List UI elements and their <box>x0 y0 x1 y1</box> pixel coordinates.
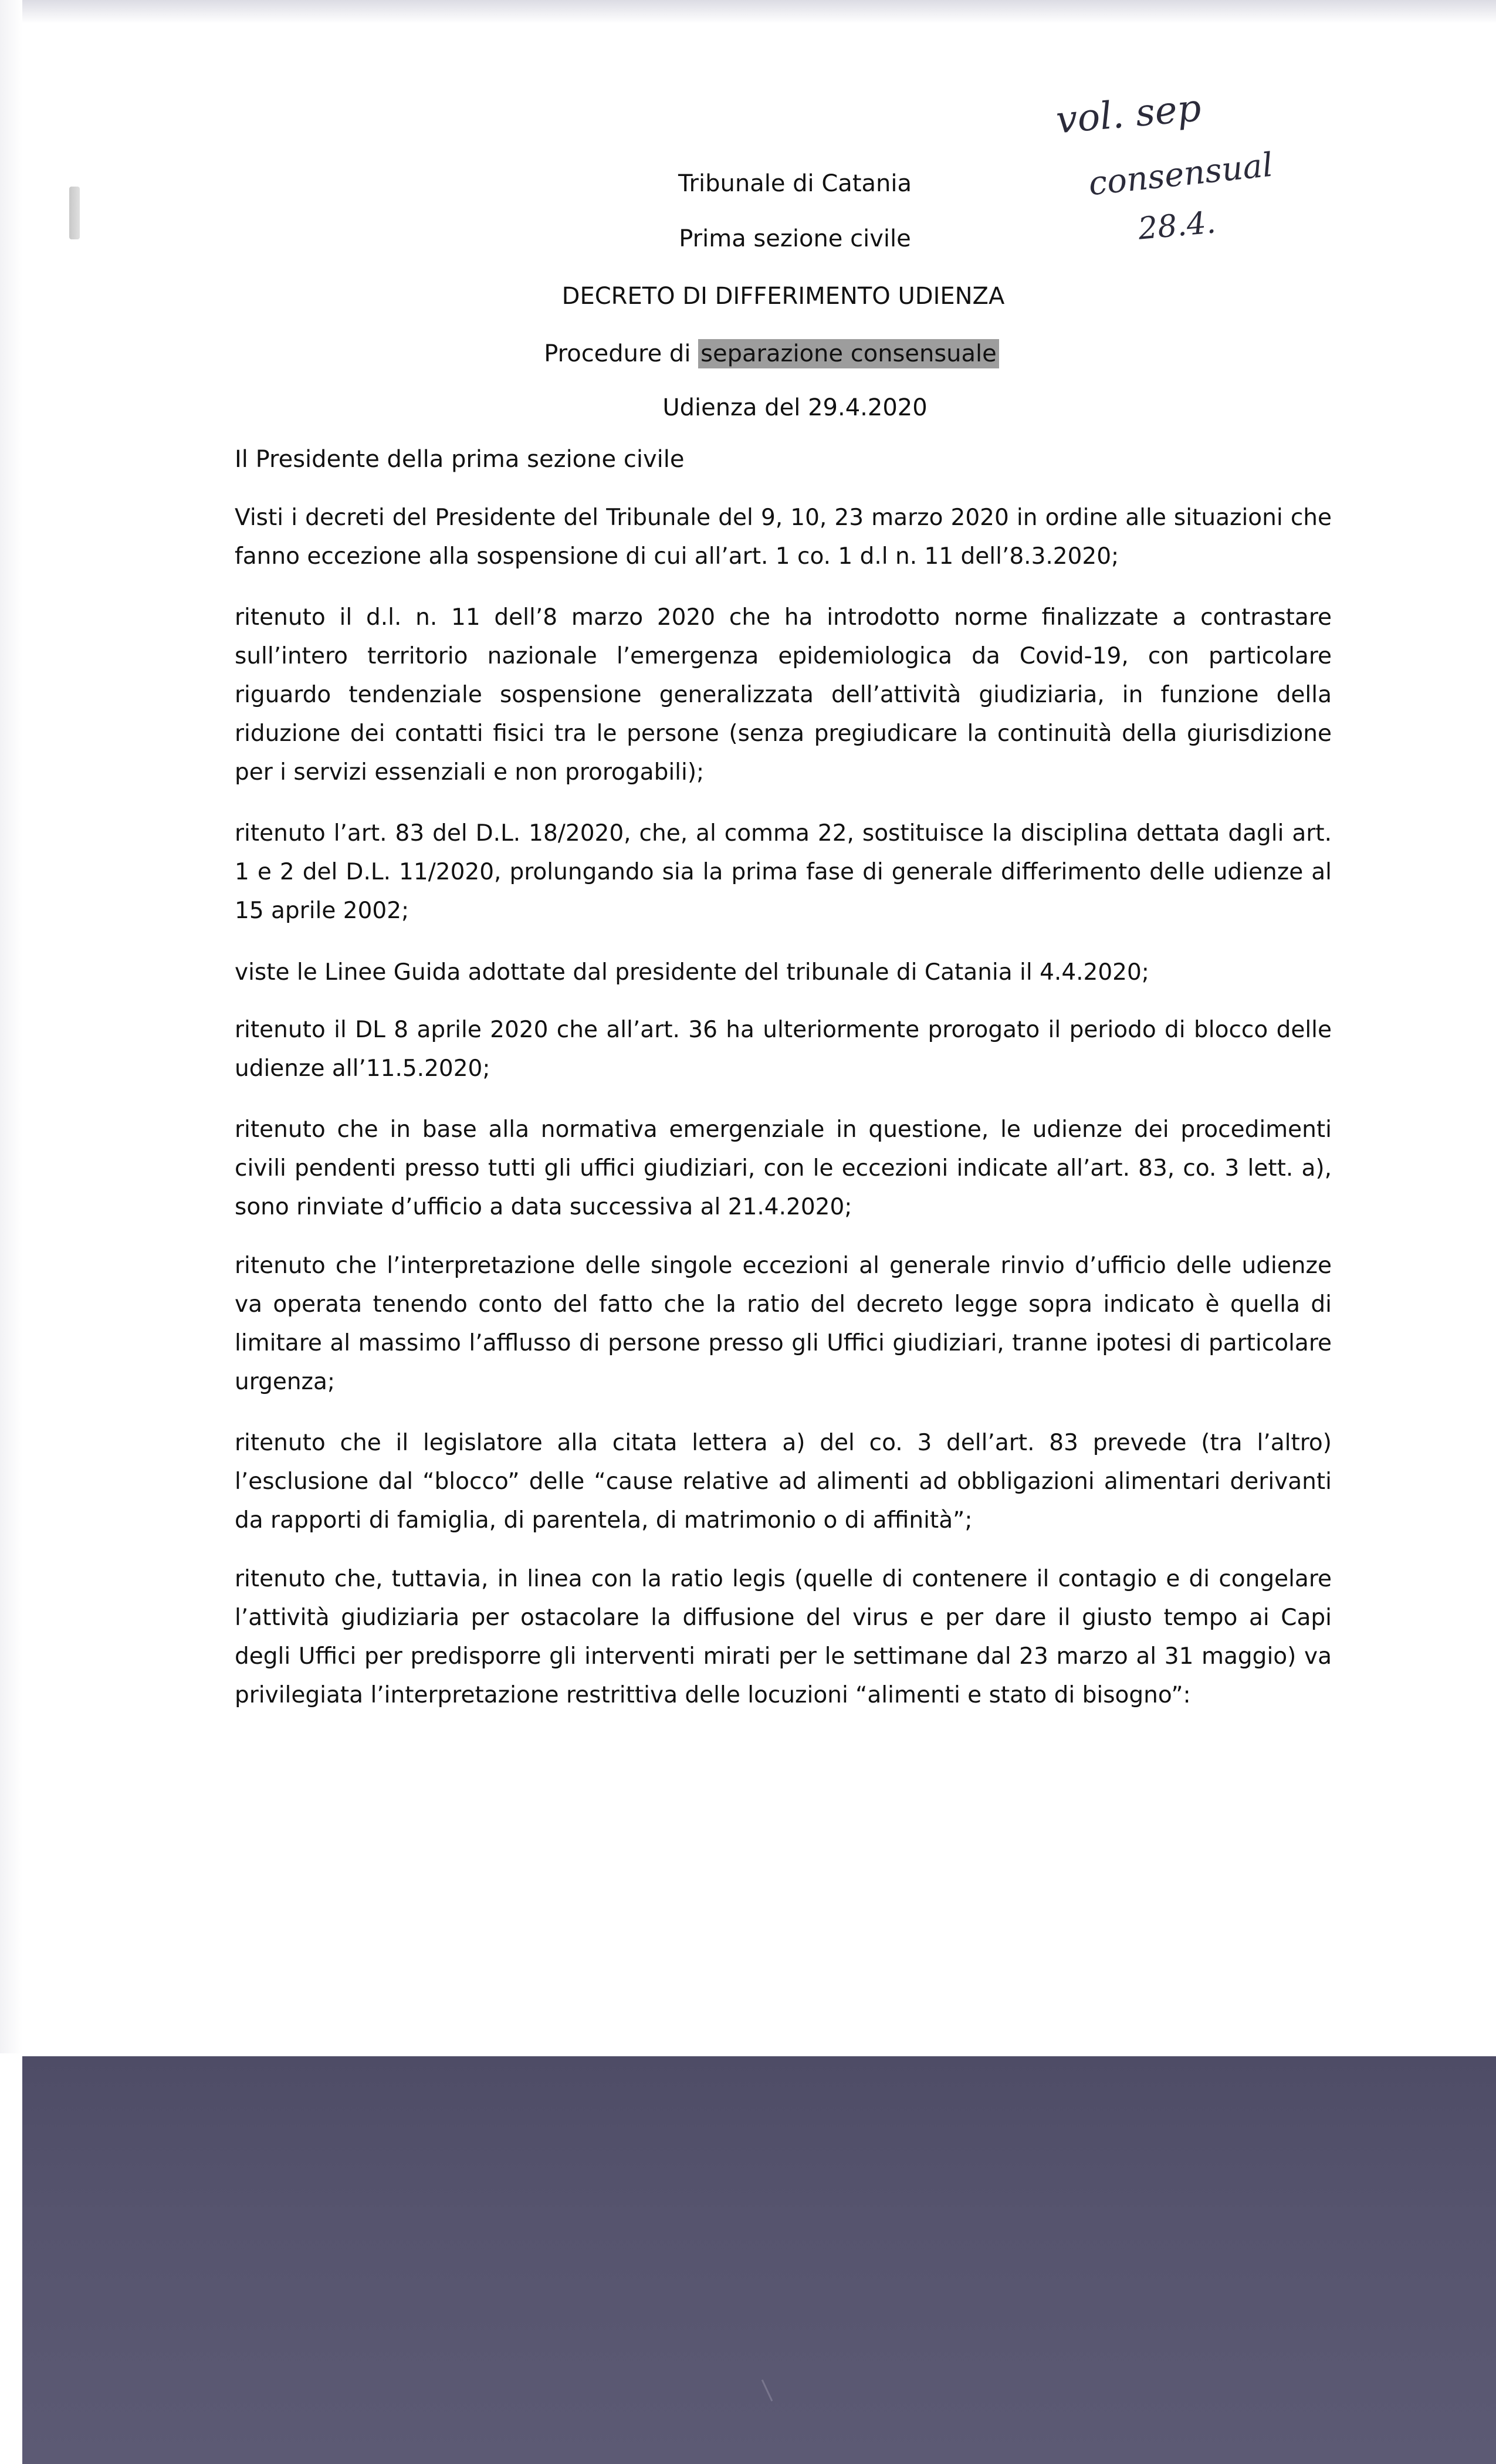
president-line: Il Presidente della prima sezione civile <box>235 446 685 473</box>
paragraph: ritenuto il DL 8 aprile 2020 che all’art. 36 ha ulteriormente prorogato il periodo di blocco delle udienze all’11.5.2020; <box>235 1017 1332 1082</box>
handwritten-note-line-3: 28.4. <box>1136 205 1217 247</box>
procedure-prefix: Procedure di <box>544 340 699 367</box>
paragraph: ritenuto il d.l. n. 11 dell’8 marzo 2020 che ha introdotto norme finalizzate a contrastare sull’intero territorio nazionale l’emergenza epidemiologica da Covid-19, con particolare riguardo tendenziale sospensione generalizzata dell’attività giudiziaria, in funzione della riduzione dei contatti fisici tra le persone (senza pregiudicare la continuità della giurisdizione per i servizi essenziali e non prorogabili); <box>235 604 1332 786</box>
court-name: Tribunale di Catania <box>678 170 912 197</box>
paragraph: ritenuto che l’interpretazione delle singole eccezioni al generale rinvio d’ufficio delle udienze va operata tenendo conto del fatto che la ratio del decreto legge sopra indicato è quella di limitare al massimo l’afflusso di persone presso gli Uffici giudiziari, tranne ipotesi di particolare urgenza; <box>235 1253 1332 1395</box>
procedure-line <box>23 340 1496 367</box>
decree-title: DECRETO DI DIFFERIMENTO UDIENZA <box>561 283 1005 310</box>
paragraph: Visti i decreti del Presidente del Tribunale del 9, 10, 23 marzo 2020 in ordine alle situazioni che fanno eccezione alla sospensione di cui all’art. 1 co. 1 d.l n. 11 dell’8.3.2020; <box>235 505 1332 570</box>
paragraph: ritenuto che il legislatore alla citata lettera a) del co. 3 dell’art. 83 prevede (tra l’altro) l’esclusione dal “blocco” delle “cause relative ad alimenti ad obbligazioni alimentari derivanti da rapporti di famiglia, di parentela, di matrimonio o di affinità”; <box>235 1430 1332 1534</box>
hearing-date: Udienza del 29.4.2020 <box>662 394 928 421</box>
paragraph: ritenuto l’art. 83 del D.L. 18/2020, che, al comma 22, sostituisce la disciplina dettata dagli art. 1 e 2 del D.L. 11/2020, prolungando sia la prima fase di generale differimento delle udienze al 15 aprile 2002; <box>235 820 1332 924</box>
paragraph: viste le Linee Guida adottate dal presidente del tribunale di Catania il 4.4.2020; <box>235 959 1149 986</box>
handwritten-note-line-1: vol. sep <box>1054 86 1203 143</box>
scanner-background <box>22 2056 1496 2464</box>
handwritten-note-line-2: consensual <box>1087 145 1275 204</box>
paragraph: ritenuto che in base alla normativa emergenziale in questione, le udienze dei procedimenti civili pendenti presso tutti gli uffici giudiziari, con le eccezioni indicate all’art. 83, co. 3 lett. a), sono rinviate d’ufficio a data successiva al 21.4.2020; <box>235 1116 1332 1220</box>
page-left-edge <box>0 0 22 2053</box>
procedure-highlight: separazione consensuale <box>698 339 999 368</box>
court-section: Prima sezione civile <box>679 225 911 252</box>
scan-top-shadow <box>0 0 1496 23</box>
paragraph: ritenuto che, tuttavia, in linea con la ratio legis (quelle di contenere il contagio e di congelare l’attività giudiziaria per ostacolare la diffusione del virus e per dare il giusto tempo ai Capi degli Uffici per predisporre gli interventi mirati per le settimane dal 23 marzo al 31 maggio) va privilegiata l’interpretazione restrittiva delle locuzioni “alimenti e stato di bisogno”: <box>235 1566 1332 1708</box>
